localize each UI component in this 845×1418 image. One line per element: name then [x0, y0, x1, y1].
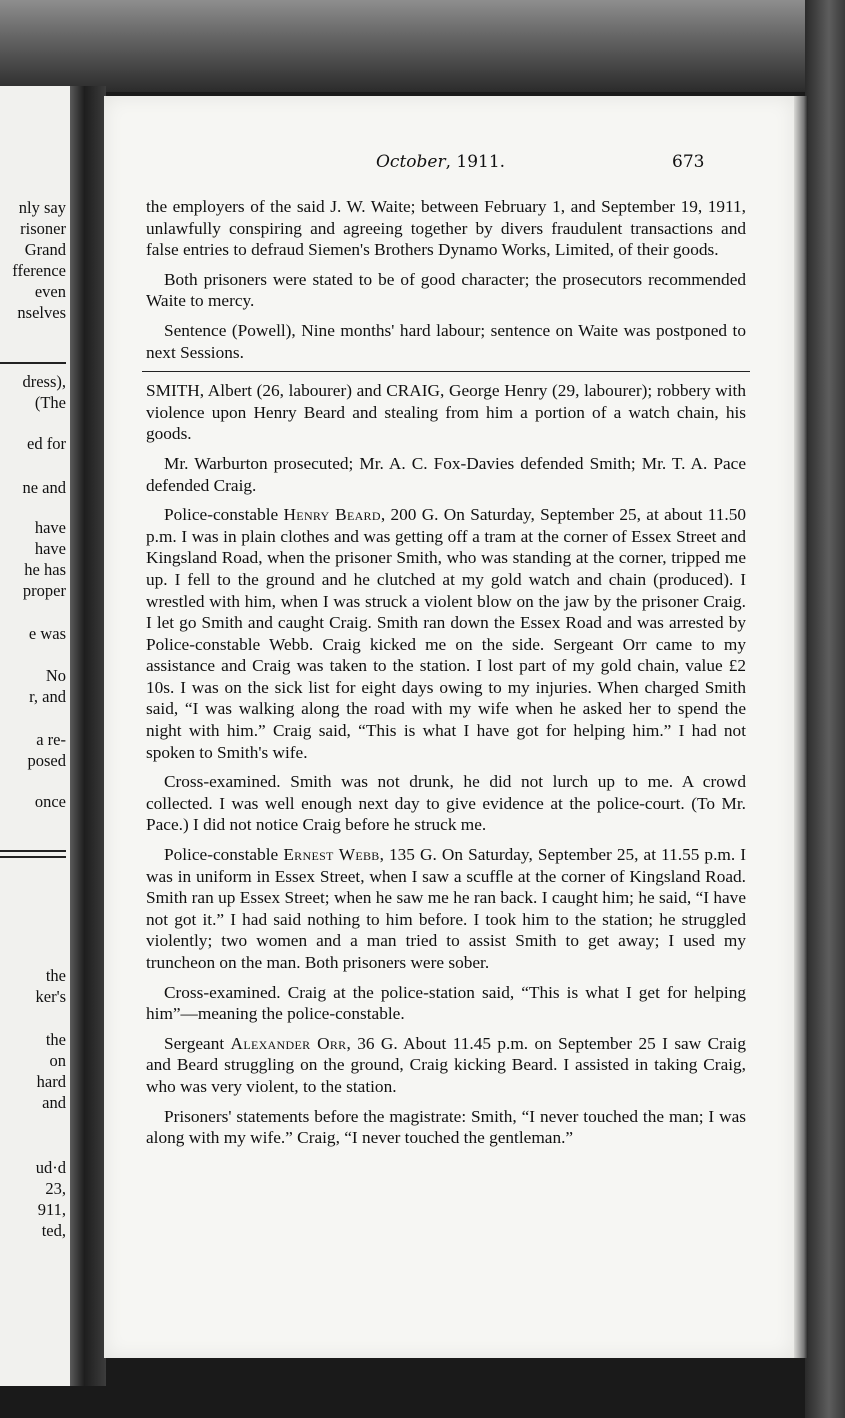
left-rule: [0, 856, 66, 858]
left-fragment-text: 23,: [45, 1179, 66, 1198]
book-gutter: [70, 86, 106, 1386]
left-fragment-text: a re-: [36, 730, 66, 749]
witness-paragraph: Police-constable Ernest Webb, 135 G. On Saturday, September 25, at 11.55 p.m. I was in uniform in Essex Street, when I saw a scuffle at the corner of Kingsland Road. Smith ran up Essex Street; when he saw me he ran back. I caught him; he said, “I have not got it.” I had said nothing to him before. I took him to the station; he struggled violently; two women and a man tried to assist Smith to get away; I used my truncheon on the man. Both prisoners were sober.: [146, 845, 747, 972]
left-fragment-text: hard: [36, 1072, 66, 1091]
left-rule: [0, 362, 66, 364]
left-fragment-text: on: [49, 1051, 66, 1070]
paragraph: Prisoners' statements before the magistrate: Smith, “I never touched the man; I was along with my wife.” Craig, “I never touched the gentleman.”: [146, 1106, 746, 1148]
left-fragment-text: nly say: [18, 198, 66, 217]
case-divider: [142, 371, 750, 372]
case-heading: SMITH, Albert (26, labourer) and CRAIG, George Henry (29, labourer); robbery with violence upon Henry Beard and stealing from him a portion of a watch chain, his goods.: [146, 381, 746, 444]
witness-name: Henry Beard: [283, 505, 381, 525]
left-fragment-text: ne and: [22, 478, 66, 497]
left-fragment-text: e was: [28, 624, 66, 643]
left-fragment-text: posed: [27, 751, 66, 770]
paragraph: Cross-examined. Craig at the police-station said, “This is what I get for helping him”—meaning the police-constable.: [146, 982, 746, 1024]
left-fragment-text: ker's: [35, 987, 66, 1006]
witness-name: Alexander Orr: [230, 1033, 347, 1053]
left-fragment-text: fference: [12, 261, 66, 280]
left-page-fragment: [0, 86, 72, 1386]
left-fragment-text: he has: [24, 560, 66, 579]
film-margin-top: [0, 0, 845, 92]
left-fragment-text: once: [34, 792, 66, 811]
witness-paragraph: Sergeant Alexander Orr, 36 G. About 11.45 p.m. on September 25 I saw Craig and Beard struggling on the ground, Craig kicking Beard. I assisted in taking Craig, who was very violent, to the station.: [146, 1033, 746, 1096]
left-fragment-text: Grand: [24, 240, 66, 259]
left-fragment-text: No: [45, 666, 66, 685]
left-fragment-text: 911,: [37, 1200, 66, 1219]
left-fragment-text: the: [45, 1030, 66, 1049]
left-fragment-text: risoner: [20, 219, 66, 238]
page-number: 673: [672, 152, 705, 172]
left-fragment-text: even: [34, 282, 66, 301]
right-page: [104, 96, 794, 1358]
film-margin-right: [805, 0, 845, 1418]
paragraph: Both prisoners were stated to be of good character; the prosecutors recommended Waite to mercy.: [146, 269, 746, 311]
paragraph: Sentence (Powell), Nine months' hard labour; sentence on Waite was postponed to next Sessions.: [146, 320, 746, 362]
page-edge: [794, 96, 808, 1358]
left-fragment-text: have: [34, 518, 66, 537]
left-fragment-text: nselves: [17, 303, 66, 322]
left-fragment-text: ud·d: [35, 1158, 66, 1177]
paragraph: the employers of the said J. W. Waite; between February 1, and September 19, 1911, unlawfully conspiring and agreeing together by divers fraudulent transactions and false entries to defraud Siemen's Brothers Dynamo Works, Limited, of their goods.: [146, 197, 746, 260]
left-fragment-text: (The: [34, 393, 66, 412]
body-text: [146, 196, 746, 1157]
left-fragment-text: ed for: [27, 434, 66, 453]
left-rule: [0, 850, 66, 852]
left-fragment-text: the: [45, 966, 66, 985]
page-header: [104, 152, 794, 178]
left-fragment-text: r, and: [29, 687, 66, 706]
left-fragment-text: have: [34, 539, 66, 558]
running-title: October, 1911.: [376, 152, 506, 172]
left-fragment-text: and: [42, 1093, 66, 1112]
left-fragment-text: dress),: [22, 372, 66, 391]
left-fragment-text: ted,: [41, 1221, 66, 1240]
paragraph: Cross-examined. Smith was not drunk, he did not lurch up to me. A crowd collected. I was well enough next day to give evidence at the police-court. (To Mr. Pace.) I did not notice Craig before he struck me.: [146, 772, 746, 835]
witness-paragraph: Police-constable Henry Beard, 200 G. On Saturday, September 25, at about 11.50 p.m. I was in plain clothes and was getting off a tram at the corner of Essex Street and Kingsland Road, when the prisoner Smith, who was standing at the corner, tripped me up. I fell to the ground and he clutched at my gold watch and chain (produced). I wrestled with him, when I was struck a violent blow on the jaw by the prisoner Craig. I let go Smith and caught Craig. Smith ran down the Essex Road and was arrested by Police-constable Webb. Craig kicked me on the side. Sergeant Orr came to my assistance and Craig was taken to the station. I lost part of my gold chain, value £2 10s. I was on the sick list for eight days owing to my injuries. When charged Smith said, “I was walking along the road with my wife when he asked her to spend the night with him.” Craig said, “This is what I have got for helping him.” I had not spoken to Smith's wife.: [146, 505, 747, 762]
left-fragment-text: proper: [22, 581, 66, 600]
witness-name: Ernest Webb: [283, 845, 380, 865]
paragraph: Mr. Warburton prosecuted; Mr. A. C. Fox-Davies defended Smith; Mr. T. A. Pace defended Craig.: [146, 453, 746, 495]
